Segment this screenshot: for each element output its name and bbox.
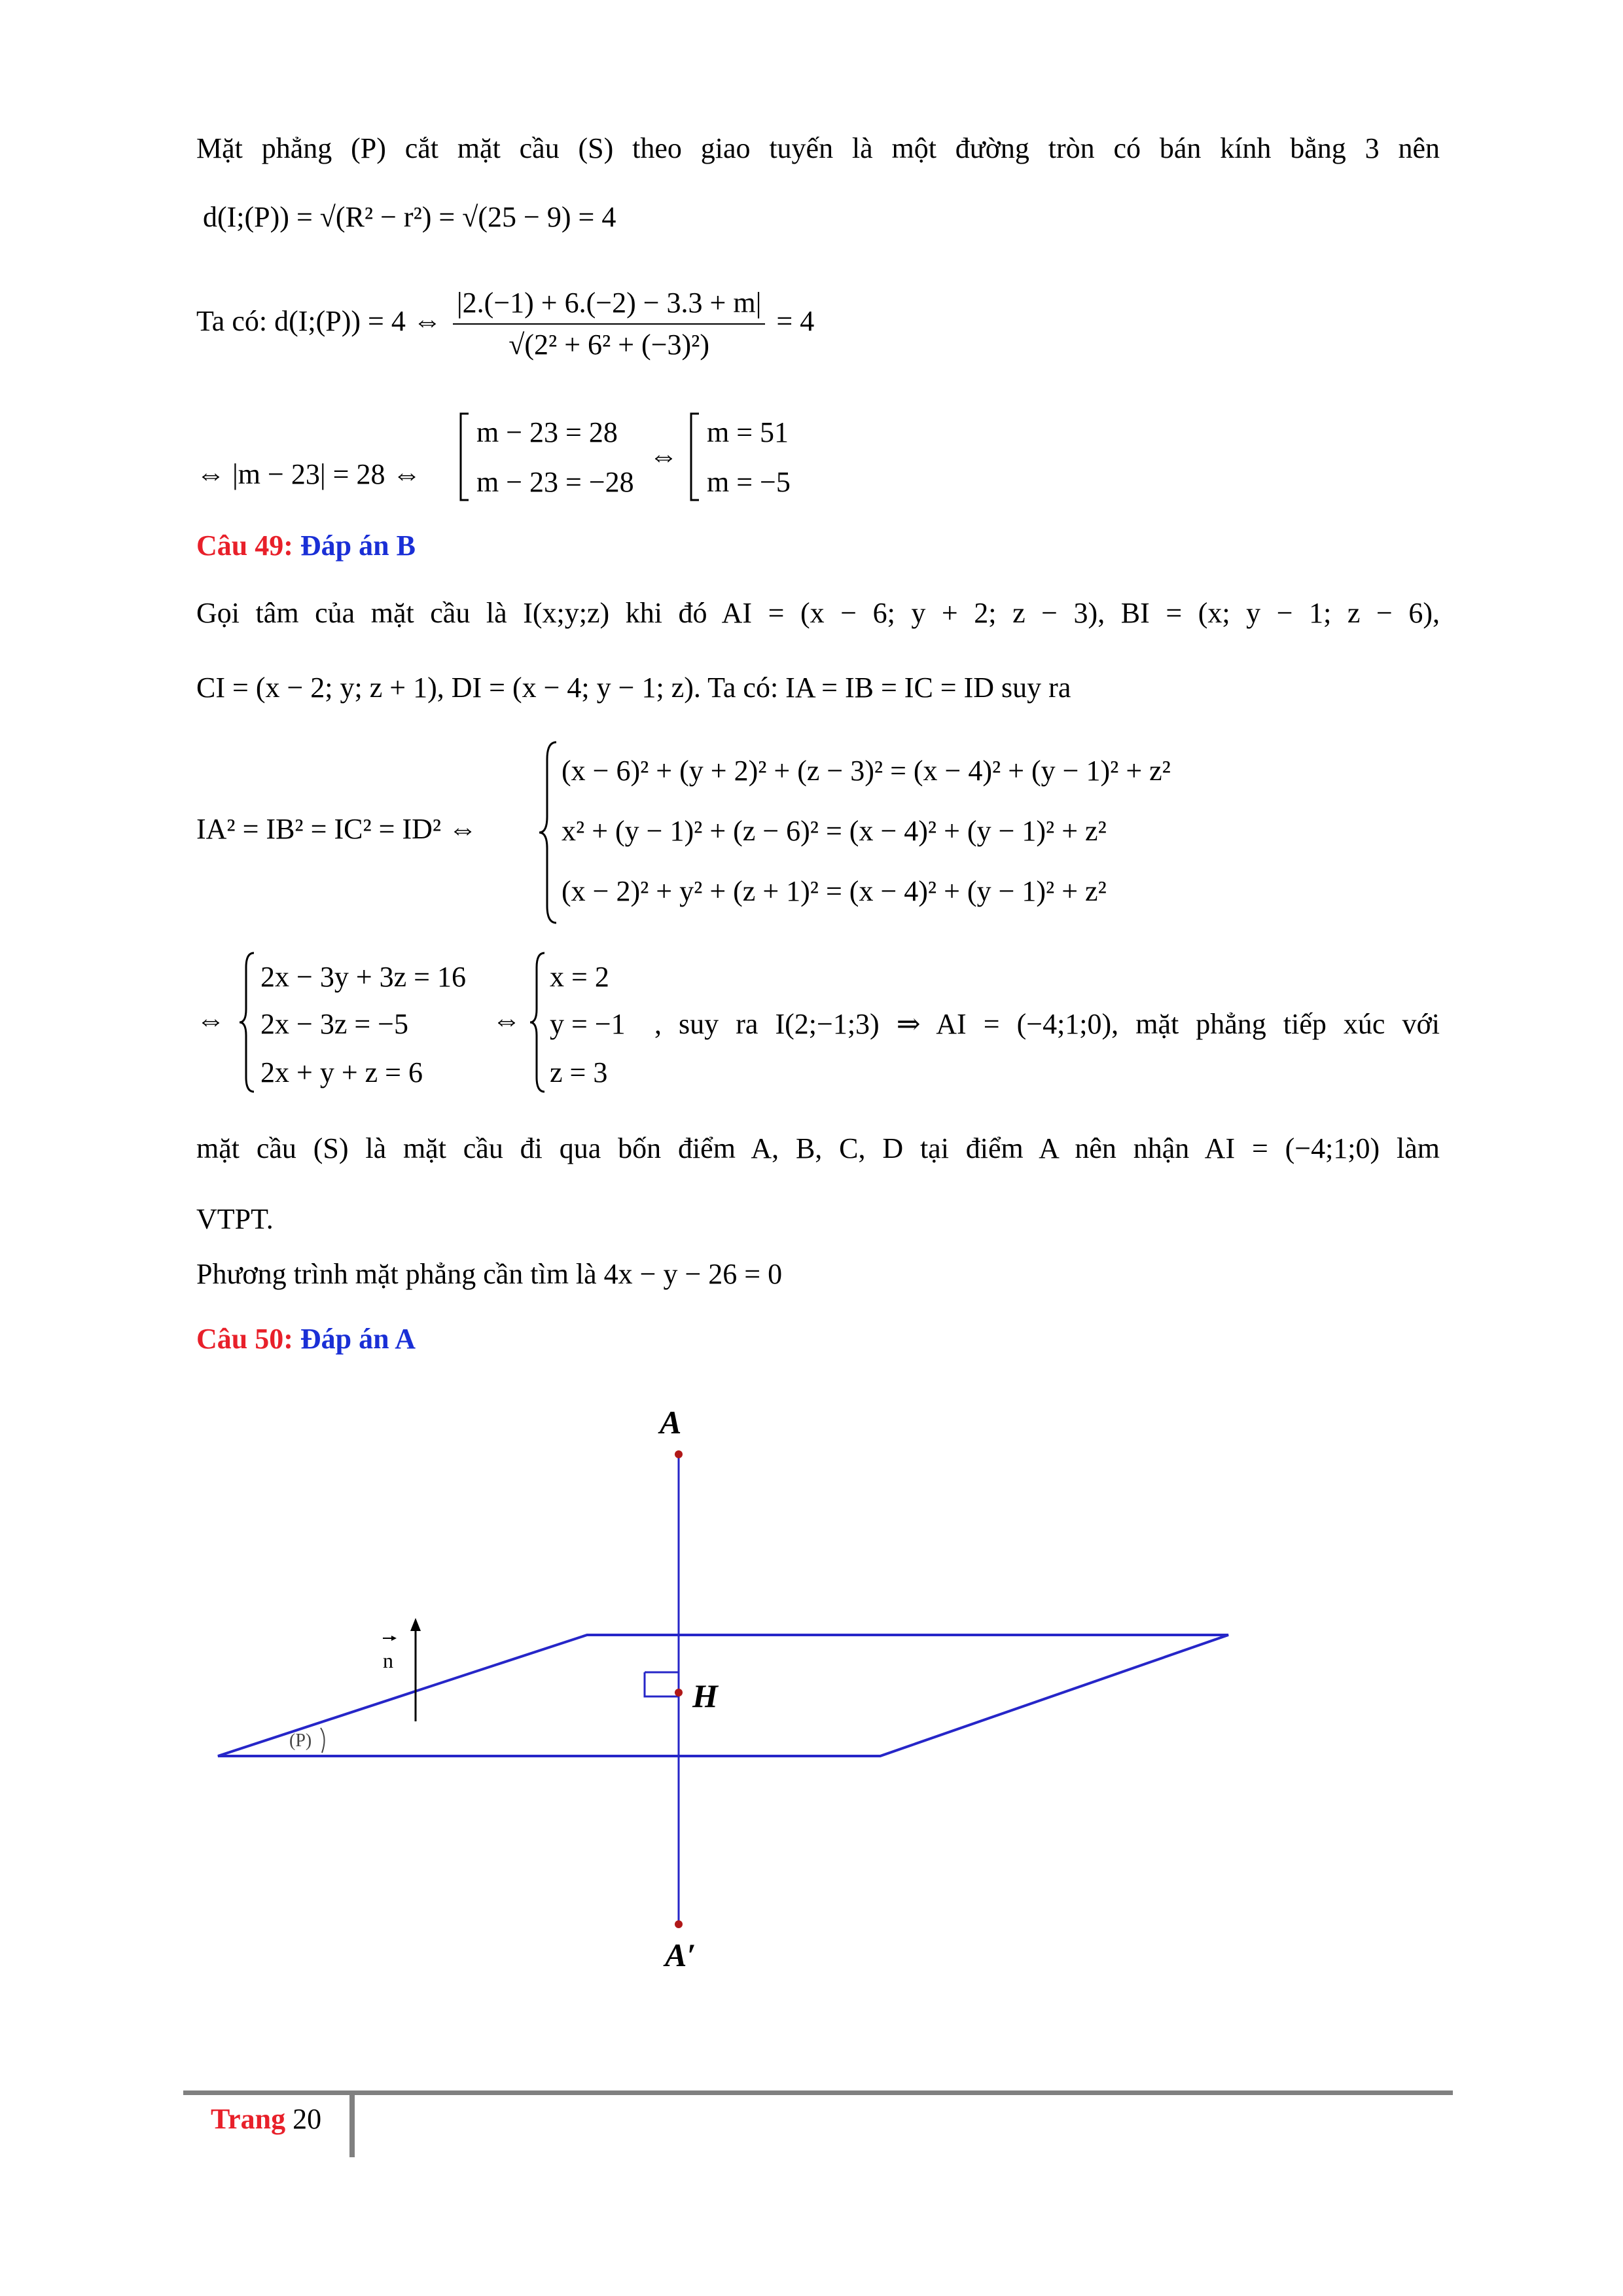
sys1-eq-1: (x − 6)² + (y + 2)² + (z − 3)² = (x − 4)² + (y − 1)² + z² (562, 755, 1171, 787)
label-h: H (692, 1677, 718, 1714)
question-50-number: Câu 50: (196, 1323, 293, 1355)
page-footer (211, 2102, 321, 2136)
question-49-answer: Đáp án B (300, 529, 416, 562)
sys1-eq-3: (x − 2)² + y² + (z + 1)² = (x − 4)² + (y − 1)² + z² (562, 875, 1107, 907)
intro-line-1: Mặt phẳng (P) cắt mặt cầu (S) theo giao tuyến là một đường tròn có bán kính bằng 3 nên (196, 132, 1440, 164)
sys2-eq-2: 2x − 3z = −5 (260, 1008, 408, 1040)
sys3-eq-2: y = −1 (550, 1008, 626, 1040)
q49-paragraph-2: CI = (x − 2; y; z + 1), DI = (x − 4; y − 1; z). Ta có: IA = IB = IC = ID suy ra (196, 672, 1071, 704)
point-h (675, 1689, 683, 1696)
intro-fraction-denominator: √(2² + 6² + (−3)²) (508, 329, 710, 361)
sys1-eq-2: x² + (y − 1)² + (z − 6)² = (x − 4)² + (y − 1)² + z² (562, 815, 1107, 847)
case-1: m − 23 = 28 (476, 416, 618, 448)
label-n-vector-tip (391, 1636, 397, 1641)
footer-rule (183, 2090, 1453, 2095)
right-angle-marker (645, 1672, 679, 1696)
plane-angle-arc (321, 1728, 325, 1753)
point-a (675, 1450, 683, 1458)
intro-fraction-numerator: |2.(−1) + 6.(−2) − 3.3 + m| (453, 285, 766, 325)
point-a-prime (675, 1920, 683, 1928)
label-n: n (383, 1649, 393, 1672)
case-arrow: ⇔ (649, 440, 678, 472)
sys1-lhs: IA² = IB² = IC² = ID² ⇔ (196, 813, 478, 845)
sys3-eq-3: z = 3 (550, 1056, 608, 1088)
sys3-arrow: ⇔ (492, 1004, 521, 1036)
question-50-answer: Đáp án A (300, 1323, 416, 1355)
result-2: m = −5 (707, 466, 791, 498)
label-a-prime: A′ (665, 1937, 696, 1973)
normal-vector-arrowhead (410, 1618, 421, 1631)
result-1: m = 51 (707, 416, 789, 448)
q49-plane-equation: Phương trình mặt phẳng cần tìm là 4x − y − 26 = 0 (196, 1258, 783, 1290)
sys2-eq-1: 2x − 3y + 3z = 16 (260, 961, 466, 993)
plane-p (218, 1635, 1228, 1756)
label-plane-p: (P) (289, 1731, 312, 1751)
q49-paragraph-3: mặt cầu (S) là mặt cầu đi qua bốn điểm A, B, C, D tại điểm A nên nhận AI = (−4;1;0) làm (196, 1132, 1440, 1164)
intro-eq-prefix: Ta có: d(I;(P)) = 4 ⇔ (196, 305, 442, 338)
q49-paragraph-1: Gọi tâm của mặt cầu là I(x;y;z) khi đó AI = (x − 6; y + 2; z − 3), BI = (x; y − 1; z − 6), (196, 597, 1440, 629)
intro-eq-suffix: = 4 (776, 305, 815, 338)
label-a: A (660, 1404, 682, 1441)
sys3-eq-1: x = 2 (550, 961, 609, 993)
footer-divider (349, 2092, 355, 2157)
question-49-number: Câu 49: (196, 529, 293, 562)
case-2: m − 23 = −28 (476, 466, 634, 498)
sys2-eq-3: 2x + y + z = 6 (260, 1056, 423, 1088)
q49-paragraph-4: VTPT. (196, 1203, 274, 1235)
sys2-arrow: ⇔ (196, 1004, 225, 1036)
page-number: 20 (293, 2103, 322, 2135)
sys3-tail: , suy ra I(2;−1;3) ⇒ AI = (−4;1;0), mặt phẳng tiếp xúc với (654, 1008, 1440, 1040)
intro-case-prefix: ⇔ |m − 23| = 28 ⇔ (196, 458, 421, 490)
intro-distance-formula: d(I;(P)) = √(R² − r²) = √(25 − 9) = 4 (203, 201, 616, 233)
footer-label: Trang (211, 2103, 286, 2135)
